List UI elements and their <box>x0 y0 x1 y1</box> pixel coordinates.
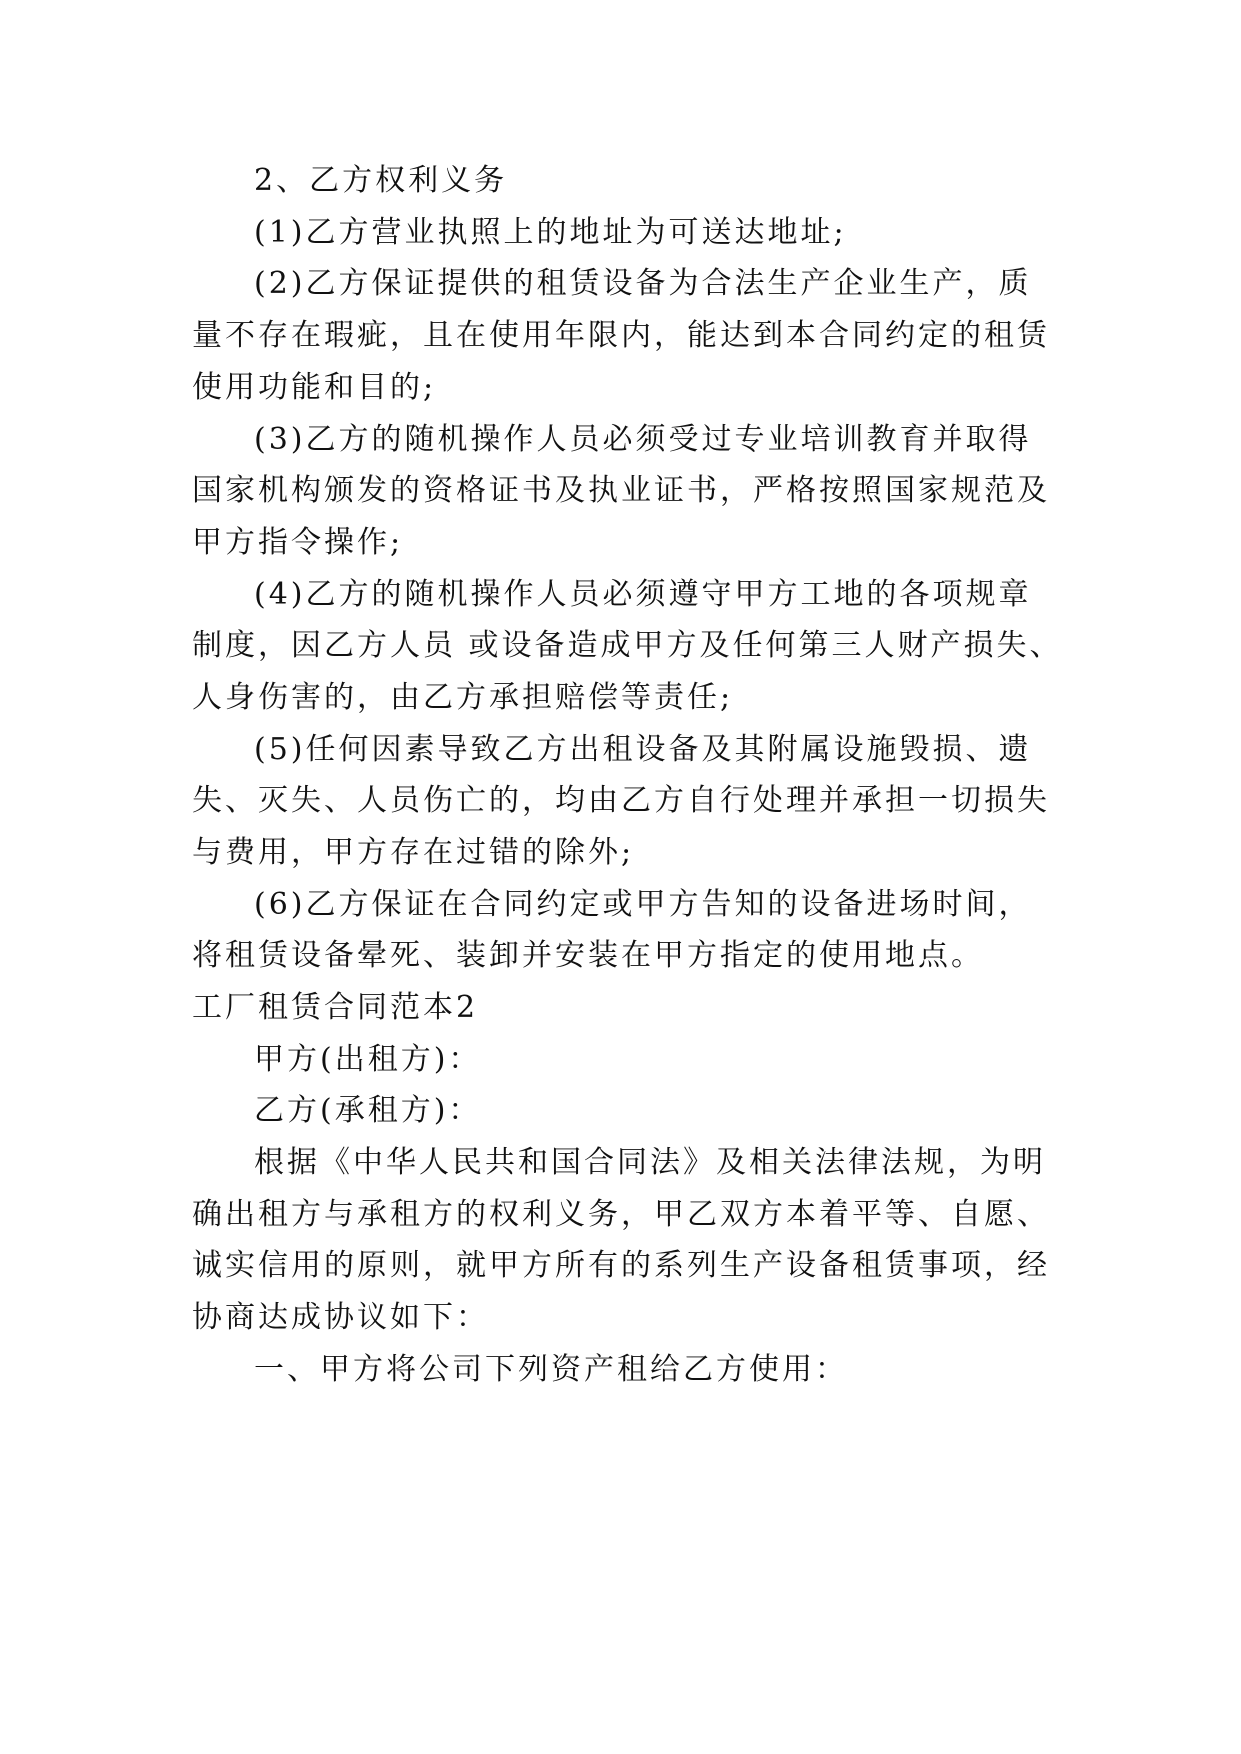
clause-line: 将租赁设备晕死、装卸并安装在甲方指定的使用地点。 <box>192 938 984 973</box>
clause-line: (4)乙方的随机操作人员必须遵守甲方工地的各项规章 <box>254 577 1032 612</box>
clause-line: 量不存在瑕疵，且在使用年限内，能达到本合同约定的租赁 <box>192 318 1050 353</box>
preamble-line: 协商达成协议如下： <box>192 1300 489 1335</box>
clause-line: (5)任何因素导致乙方出租设备及其附属设施毁损、遗 <box>254 732 1032 767</box>
party-a-line: 甲方(出租方)： <box>254 1042 482 1077</box>
clause-line: 使用功能和目的; <box>192 370 437 405</box>
section-heading: 2、乙方权利义务 <box>254 163 508 198</box>
article-line: 一、甲方将公司下列资产租给乙方使用： <box>254 1352 848 1387</box>
clause-line: (2)乙方保证提供的租赁设备为合法生产企业生产，质 <box>254 266 1032 301</box>
preamble-line: 根据《中华人民共和国合同法》及相关法律法规，为明 <box>254 1145 1046 1180</box>
document-title: 工厂租赁合同范本2 <box>192 990 479 1025</box>
clause-line: 甲方指令操作; <box>192 525 404 560</box>
clause-line: (6)乙方保证在合同约定或甲方告知的设备进场时间， <box>254 887 1032 922</box>
clause-line: 国家机构颁发的资格证书及执业证书，严格按照国家规范及 <box>192 473 1050 508</box>
clause-line: (3)乙方的随机操作人员必须受过专业培训教育并取得 <box>254 422 1032 457</box>
clause-line: (1)乙方营业执照上的地址为可送达地址; <box>254 215 847 250</box>
preamble-line: 诚实信用的原则，就甲方所有的系列生产设备租赁事项，经 <box>192 1248 1050 1283</box>
party-b-line: 乙方(承租方)： <box>254 1093 482 1128</box>
clause-line: 制度，因乙方人员 或设备造成甲方及任何第三人财产损失、 <box>192 628 1063 663</box>
clause-line: 失、灭失、人员伤亡的，均由乙方自行处理并承担一切损失 <box>192 783 1050 818</box>
clause-line: 人身伤害的，由乙方承担赔偿等责任; <box>192 680 734 715</box>
preamble-line: 确出租方与承租方的权利义务，甲乙双方本着平等、自愿、 <box>192 1197 1050 1232</box>
clause-line: 与费用，甲方存在过错的除外; <box>192 835 635 870</box>
